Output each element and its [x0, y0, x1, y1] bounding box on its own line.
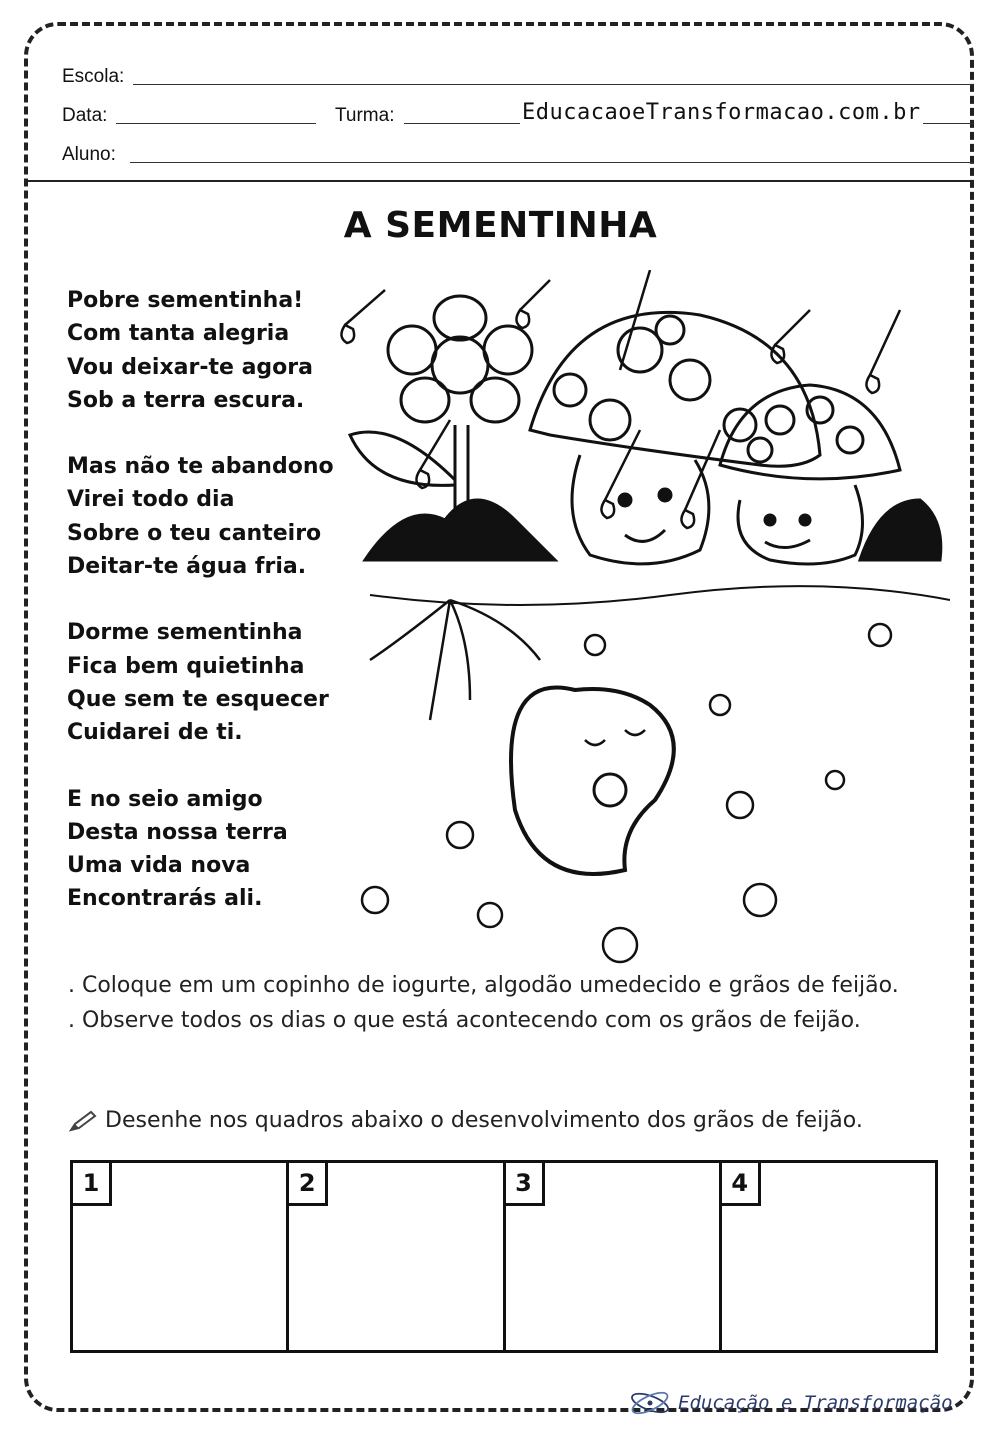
poem-line: Virei todo dia: [67, 487, 235, 513]
student-field-line: [130, 162, 973, 163]
poem-line: Cuidarei de ti.: [67, 720, 243, 746]
drawing-task: [68, 1108, 948, 1133]
poem-line: Vou deixar-te agora: [67, 354, 313, 380]
instruction-item-1: . Coloque em um copinho de iogurte, algodão umedecido e grãos de feijão.: [68, 973, 899, 998]
seed-illustration: [340, 270, 950, 970]
drawing-box-1[interactable]: [73, 1163, 289, 1350]
roots-icon: [370, 600, 540, 720]
instruction-item-2: . Observe todos os dias o que está acontecendo com os grãos de feijão.: [68, 1008, 861, 1033]
poem-line: Dorme sementinha: [67, 620, 303, 646]
date-label: Data:: [62, 105, 108, 126]
stanza-4: [67, 783, 367, 916]
stanza-2: [67, 450, 367, 583]
date-field-line: [116, 123, 316, 124]
poem-line: Sobre o teu canteiro: [67, 520, 322, 546]
drawing-box-2[interactable]: [289, 1163, 505, 1350]
class-label: Turma:: [335, 105, 395, 126]
sleeping-seed-icon: [511, 688, 674, 875]
box-number: 3: [506, 1163, 545, 1206]
poem-line: Uma vida nova: [67, 853, 251, 879]
poem-line: Deitar-te água fria.: [67, 554, 307, 580]
poem: [67, 284, 367, 949]
header-separator: [28, 180, 974, 182]
grass-icon: [365, 500, 555, 560]
pencil-icon: [68, 1110, 98, 1132]
poem-line: Pobre sementinha!: [67, 288, 304, 313]
drawing-box-3[interactable]: [506, 1163, 722, 1350]
drawing-box-4[interactable]: [722, 1163, 935, 1350]
poem-line: Fica bem quietinha: [67, 653, 305, 679]
poem-line: Desta nossa terra: [67, 819, 288, 845]
flower-icon: [350, 296, 532, 530]
footer-brand-text: Educação e Transformação: [678, 1392, 953, 1414]
stanza-1: [67, 284, 367, 417]
student-label: Aluno:: [62, 144, 116, 165]
mushroom-icon: [530, 312, 820, 563]
poem-line: Com tanta alegria: [67, 321, 290, 347]
poem-line: Encontrarás ali.: [67, 886, 263, 912]
school-label: Escola:: [62, 66, 125, 87]
atom-logo-icon: [628, 1387, 672, 1419]
instructions: [68, 968, 948, 1038]
box-number: 4: [722, 1163, 761, 1206]
poem-line: Mas não te abandono: [67, 454, 334, 480]
drawing-boxes: [70, 1160, 938, 1353]
school-field-line: [133, 84, 973, 85]
box-number: 2: [289, 1163, 328, 1206]
box-number: 1: [73, 1163, 112, 1206]
site-url: EducacaoeTransformacao.com.br: [522, 100, 921, 125]
page-title: A SEMENTINHA: [343, 205, 658, 246]
footer-brand: [628, 1385, 953, 1421]
poem-line: Que sem te esquecer: [67, 686, 329, 712]
poem-line: Sob a terra escura.: [67, 387, 305, 413]
task-text: Desenhe nos quadros abaixo o desenvolvimento dos grãos de feijão.: [105, 1108, 863, 1133]
stanza-3: [67, 616, 367, 749]
poem-line: E no seio amigo: [67, 786, 263, 812]
